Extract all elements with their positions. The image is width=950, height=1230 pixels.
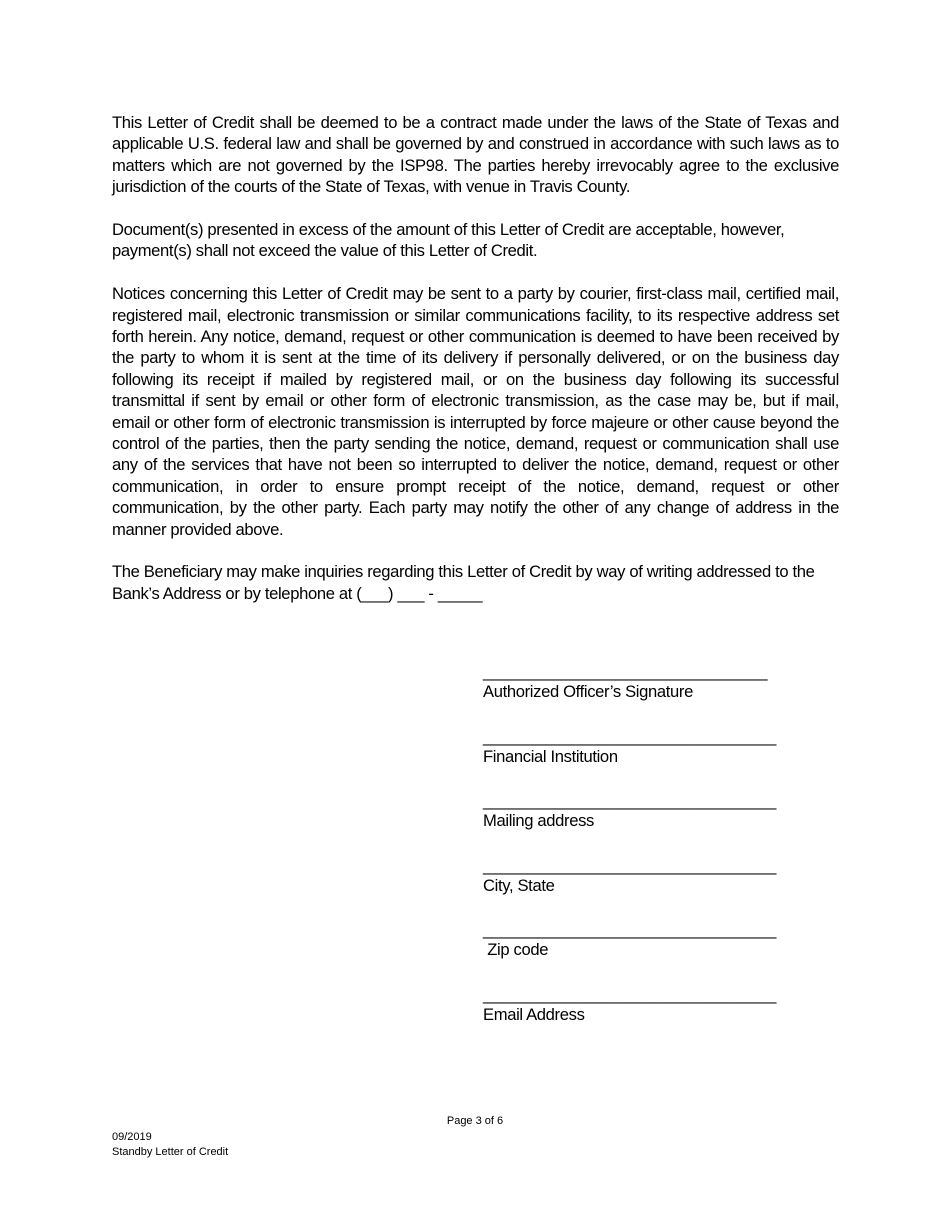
signature-line: _________________________________ <box>483 984 776 1004</box>
page-number: Page 3 of 6 <box>446 1115 504 1127</box>
notices-paragraph: Notices concerning this Letter of Credit may be sent to a party by courier, first-class mail, certified mail, registered mail, electronic transmission or similar communications facility, to its respective address set forth herein. Any notice, demand, request or other communication is deemed to have been received by the party to whom it is sent at the time of its delivery if personally delivered, or on the business day following its receipt if mailed by registered mail, or on the business day following its successful transmittal if sent by email or other form of electronic transmission, as the case may be, but if mail, email or other form of electronic transmission is interrupted by force majeure or other cause beyond the control of the parties, then the party sending the notice, demand, request or communication shall use any of the services that have not been so interrupted to deliver the notice, demand, request or other communication, in order to ensure prompt receipt of the notice, demand, request or other communication, by the other party. Each party may notify the other of any change of address in the manner provided above. <box>112 284 839 539</box>
signature-line: _________________________________ <box>483 791 776 810</box>
signature-line: _________________________________ <box>483 726 776 746</box>
mailing-address-field <box>483 791 813 856</box>
footer-document-title: Standby Letter of Credit <box>112 1145 229 1158</box>
financial-institution-field <box>483 727 813 792</box>
signature-field-label: Mailing address <box>483 811 594 830</box>
signature-field-label: City, State <box>483 875 555 895</box>
authorized-officer-signature-field <box>483 662 813 727</box>
signature-line: _________________________________ <box>483 920 776 939</box>
signature-block <box>483 662 813 1049</box>
zip-code-field <box>483 920 813 985</box>
email-address-field <box>483 985 813 1050</box>
signature-field-label: Financial Institution <box>483 746 618 766</box>
footer-date: 09/2019 <box>112 1131 152 1143</box>
signature-field-label: Email Address <box>483 1004 585 1024</box>
inquiries-paragraph: The Beneficiary may make inquiries regarding this Letter of Credit by way of writing addressed to the Bank’s Address or by telephone at (___) ___ - _____ <box>112 562 815 603</box>
letter-body <box>112 112 839 626</box>
signature-line: ________________________________ <box>483 662 768 681</box>
signature-field-label: Zip code <box>483 940 549 959</box>
footer-info <box>112 1130 228 1159</box>
city-state-field <box>483 856 813 921</box>
excess-documents-paragraph: Document(s) presented in excess of the amount of this Letter of Credit are acceptable, however, payment(s) shall not exceed the value of this Letter of Credit. <box>112 220 785 261</box>
signature-line: _________________________________ <box>483 855 776 875</box>
signature-field-label: Authorized Officer’s Signature <box>483 682 693 701</box>
governing-law-paragraph: This Letter of Credit shall be deemed to be a contract made under the laws of the State of Texas and applicable U.S. federal law and shall be governed by and construed in accordance with such laws as to matters which are not governed by the ISP98. The parties hereby irrevocably agree to the exclusive jurisdiction of the courts of the State of Texas, with venue in Travis County. <box>112 113 839 197</box>
